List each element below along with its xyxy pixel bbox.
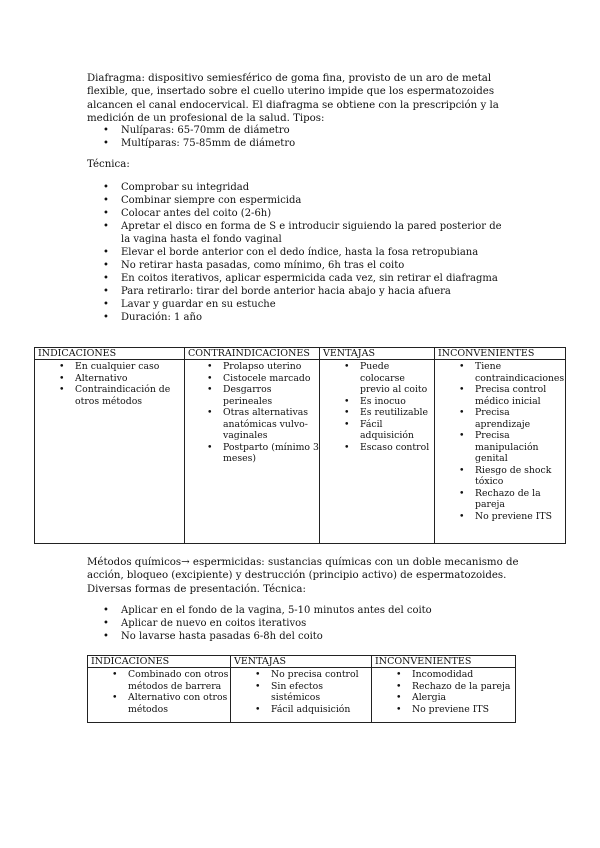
list-item: • Es inocuo bbox=[320, 396, 434, 408]
table-header: VENTAJAS bbox=[231, 656, 372, 668]
list-item: • Duración: 1 año bbox=[87, 311, 507, 324]
list-item: • Precisa manipulación genital bbox=[435, 430, 565, 465]
list-item: • Postparto (mínimo 3 meses) bbox=[185, 442, 319, 465]
list-item: • Combinar siempre con espermicida bbox=[87, 194, 507, 207]
list-item: • Contraindicación de otros métodos bbox=[35, 384, 184, 407]
list-item: • Combinado con otros métodos de barrera bbox=[88, 669, 230, 692]
quimicos-tecnica-list bbox=[87, 604, 517, 643]
list-item: • No precisa control bbox=[231, 669, 371, 681]
list-item: • No previene ITS bbox=[435, 511, 565, 523]
list-item: • Sin efectos sistémicos bbox=[231, 681, 371, 704]
list-item: • Prolapso uterino bbox=[185, 361, 319, 373]
list-item: • Comprobar su integridad bbox=[87, 181, 507, 194]
list-item: • Nulíparas: 65-70mm de diámetro bbox=[87, 124, 517, 137]
list-item: • Multíparas: 75-85mm de diámetro bbox=[87, 137, 517, 150]
list-item: • Puede colocarse previo al coito bbox=[320, 361, 434, 396]
table-header: CONTRAINDICACIONES bbox=[185, 348, 320, 360]
list-item: • Aplicar de nuevo en coitos iterativos bbox=[87, 617, 517, 630]
list-item: • No previene ITS bbox=[372, 704, 515, 716]
diafragma-tipos-list bbox=[87, 124, 517, 150]
table-cell-indicaciones bbox=[88, 668, 231, 723]
list-item: • Rechazo de la pareja bbox=[435, 488, 565, 511]
list-item: • Alternativo con otros métodos bbox=[88, 692, 230, 715]
list-item: • Apretar el disco en forma de S e introducir siguiendo la pared posterior de la vagina hasta el fondo vaginal bbox=[87, 220, 507, 246]
list-item: • Otras alternativas anatómicas vulvo-vaginales bbox=[185, 407, 319, 442]
list-item: • Incomodidad bbox=[372, 669, 515, 681]
list-item: • En coitos iterativos, aplicar espermicida cada vez, sin retirar el diafragma bbox=[87, 272, 507, 285]
table-cell-indicaciones bbox=[35, 360, 185, 544]
diafragma-table bbox=[34, 347, 566, 544]
list-item: • Desgarros perineales bbox=[185, 384, 319, 407]
diafragma-intro: Diafragma: dispositivo semiesférico de goma fina, provisto de un aro de metal flexible, que, insertado sobre el cuello uterino impide que los espermatozoides alcancen el canal endocervical. El diafragma se obtiene con la prescripción y la medición de un profesional de la salud. Tipos: bbox=[87, 73, 499, 125]
list-item: • Fácil adquisición bbox=[231, 704, 371, 716]
diafragma-tecnica-label: Técnica: bbox=[87, 159, 130, 170]
list-item: • Fácil adquisición bbox=[320, 419, 434, 442]
quimicos-table bbox=[87, 655, 516, 723]
list-item: • Alternativo bbox=[35, 373, 184, 385]
table-cell-contraindicaciones bbox=[185, 360, 320, 544]
quimicos-intro: Métodos químicos→ espermicidas: sustancias químicas con un doble mecanismo de acción, bloqueo (excipiente) y destrucción (principio activo) de espermatozoides. Diversas formas de presentación. Técnica: bbox=[87, 557, 519, 595]
list-item: • Lavar y guardar en su estuche bbox=[87, 298, 507, 311]
list-item: • Elevar el borde anterior con el dedo índice, hasta la fosa retropubiana bbox=[87, 246, 507, 259]
list-item: • En cualquier caso bbox=[35, 361, 184, 373]
table-header: VENTAJAS bbox=[320, 348, 435, 360]
list-item: • Riesgo de shock tóxico bbox=[435, 465, 565, 488]
list-item: • No retirar hasta pasadas, como mínimo, 6h tras el coito bbox=[87, 259, 507, 272]
list-item: • Escaso control bbox=[320, 442, 434, 454]
table-cell-ventajas bbox=[231, 668, 372, 723]
list-item: • Precisa aprendizaje bbox=[435, 407, 565, 430]
table-header: INDICACIONES bbox=[88, 656, 231, 668]
table-cell-ventajas bbox=[320, 360, 435, 544]
table-header: INCONVENIENTES bbox=[372, 656, 516, 668]
table-header: INDICACIONES bbox=[35, 348, 185, 360]
list-item: • Para retirarlo: tirar del borde anterior hacia abajo y hacia afuera bbox=[87, 285, 507, 298]
list-item: • Colocar antes del coito (2-6h) bbox=[87, 207, 507, 220]
table-cell-inconvenientes bbox=[435, 360, 566, 544]
list-item: • Cistocele marcado bbox=[185, 373, 319, 385]
list-item: • Tiene contraindicaciones bbox=[435, 361, 565, 384]
list-item: • Aplicar en el fondo de la vagina, 5-10 minutos antes del coito bbox=[87, 604, 517, 617]
list-item: • Precisa control médico inicial bbox=[435, 384, 565, 407]
diafragma-tecnica-list bbox=[87, 181, 507, 324]
list-item: • Es reutilizable bbox=[320, 407, 434, 419]
list-item: • No lavarse hasta pasadas 6-8h del coito bbox=[87, 630, 517, 643]
table-cell-inconvenientes bbox=[372, 668, 516, 723]
table-header: INCONVENIENTES bbox=[435, 348, 566, 360]
list-item: • Alergia bbox=[372, 692, 515, 704]
list-item: • Rechazo de la pareja bbox=[372, 681, 515, 693]
